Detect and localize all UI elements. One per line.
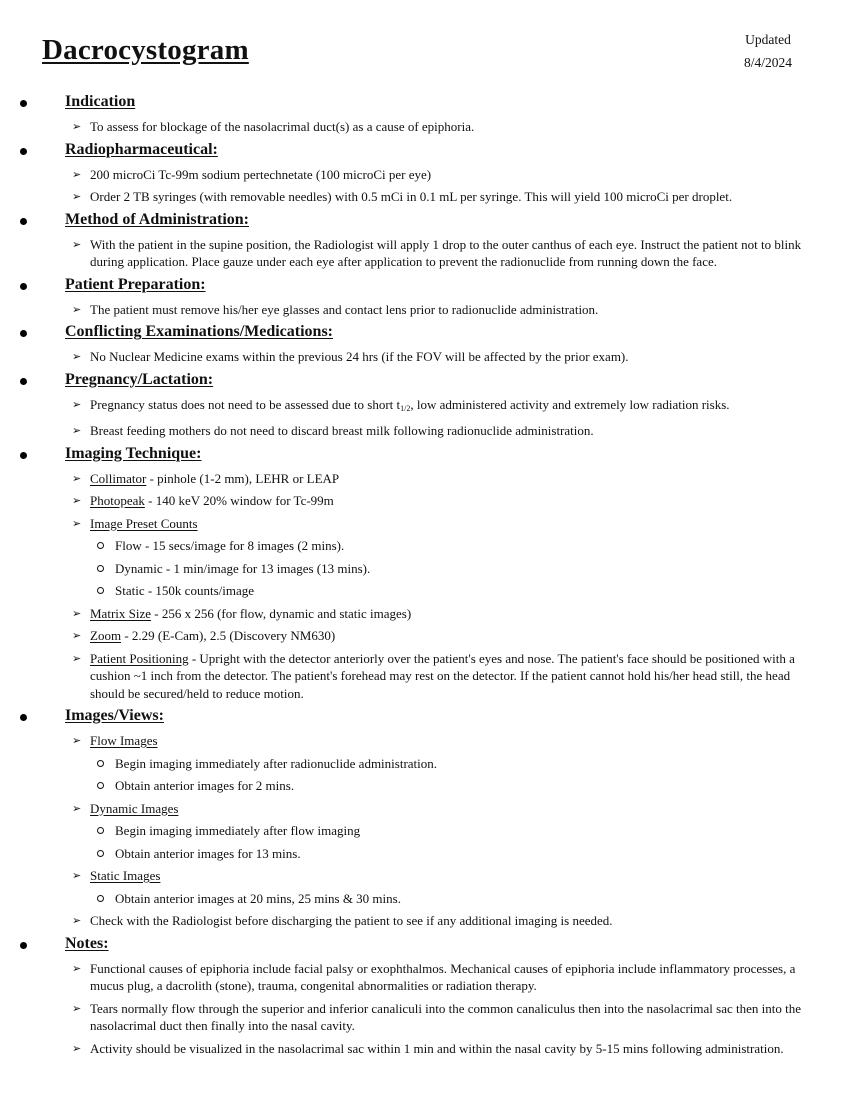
section-title: Indication	[65, 93, 136, 110]
section-title: Conflicting Examinations/Medications:	[65, 323, 334, 340]
section-patient-preparation	[0, 276, 857, 319]
section-imaging-technique	[0, 445, 857, 703]
updated-date: 8/4/2024	[743, 54, 792, 70]
section-notes	[0, 935, 857, 1058]
bullet-icon	[20, 283, 27, 290]
arrow-bullet-icon: ➢	[72, 167, 82, 181]
updated-stamp	[720, 29, 816, 74]
arrow-bullet-icon: ➢	[72, 424, 82, 437]
section-title: Method of Administration:	[65, 210, 249, 228]
updated-label: Updated	[745, 32, 791, 47]
arrow-bullet-icon: ➢	[72, 397, 82, 411]
list-item: ➢ 200 microCi Tc-99m sodium pertechnetate (100 microCi per eye)	[72, 166, 432, 182]
arrow-bullet-icon: ➢	[72, 190, 82, 203]
bullet-icon	[20, 378, 27, 385]
arrow-bullet-icon: ➢	[72, 471, 82, 485]
section-title: Radiopharmaceutical:	[65, 140, 218, 158]
list-item: ➢ Flow Images	[72, 733, 158, 748]
arrow-bullet-icon: ➢	[72, 651, 82, 665]
circle-bullet-icon	[97, 565, 104, 572]
arrow-bullet-icon: ➢	[72, 961, 82, 975]
circle-bullet-icon	[97, 782, 104, 789]
bullet-icon	[20, 148, 27, 155]
list-item: ➢ No Nuclear Medicine exams within the previous 24 hrs (if the FOV will be affected by the prior exam).	[72, 349, 629, 364]
arrow-bullet-icon: ➢	[72, 734, 82, 747]
list-item: ➢ Zoom - 2.29 (E-Cam), 2.5 (Discovery NM630)	[72, 628, 336, 643]
section-title: Pregnancy/Lactation:	[65, 370, 214, 388]
bullet-icon	[20, 714, 27, 721]
list-item: ➢ Image Preset Counts	[72, 515, 198, 531]
sub-list-item: Begin imaging immediately after flow imaging	[0, 822, 857, 840]
list-item: ➢ To assess for blockage of the nasolacrimal duct(s) as a cause of epiphoria.	[72, 119, 475, 134]
section-pregnancy-lactation	[0, 371, 857, 440]
sub-list-item: Obtain anterior images at 20 mins, 25 mins & 30 mins.	[0, 890, 857, 908]
bullet-icon	[20, 100, 27, 107]
arrow-bullet-icon: ➢	[72, 606, 82, 620]
list-item: ➢ Matrix Size - 256 x 256 (for flow, dynamic and static images)	[72, 605, 412, 621]
sub-list-item: Dynamic - 1 min/image for 13 images (13 mins).	[0, 560, 857, 578]
list-item: ➢ Patient Positioning - Upright with the detector anteriorly over the patient's eyes and nose. The patient's face should be positioned with a cushion ~1 inch from the detector. The patient's forehead may rest on the detector. If the patient cannot hold his/her head still, the head should be secured/held to reduce motion.	[72, 650, 795, 701]
list-item: ➢ Dynamic Images	[72, 800, 179, 816]
section-title: Patient Preparation:	[65, 275, 206, 293]
bullet-icon	[20, 942, 27, 949]
arrow-bullet-icon: ➢	[72, 1001, 82, 1015]
list-item: ➢ Tears normally flow through the superior and inferior canaliculi into the common canaliculus then into the nasolacrimal sac then into the nasolacrimal duct then finally into the nasal cavity.	[72, 1000, 801, 1033]
arrow-bullet-icon: ➢	[72, 302, 82, 316]
bullet-icon	[20, 218, 27, 225]
list-item: ➢ Order 2 TB syringes (with removable needles) with 0.5 mCi in 0.1 mL per syringe. This will yield 100 microCi per droplet.	[72, 189, 733, 204]
list-item: ➢ Activity should be visualized in the nasolacrimal sac within 1 min and within the nasal cavity by 5-15 mins following administration.	[72, 1040, 784, 1056]
circle-bullet-icon	[97, 895, 104, 902]
circle-bullet-icon	[97, 542, 104, 549]
circle-bullet-icon	[97, 760, 104, 767]
sub-list-item: Begin imaging immediately after radionuclide administration.	[0, 755, 857, 773]
list-item: ➢ Check with the Radiologist before discharging the patient to see if any additional imaging is needed.	[72, 913, 613, 928]
arrow-bullet-icon: ➢	[72, 1041, 82, 1055]
arrow-bullet-icon: ➢	[72, 801, 82, 815]
sub-list-item: Static - 150k counts/image	[0, 582, 857, 600]
section-method-of-administration	[0, 211, 857, 271]
list-item: ➢ Pregnancy status does not need to be assessed due to short $t_{1/2}$, low administered activity and extremely low radiation risks.	[72, 396, 730, 413]
document-title: Dacrocystogram	[42, 34, 249, 66]
arrow-bullet-icon: ➢	[72, 494, 82, 507]
arrow-bullet-icon: ➢	[72, 914, 82, 927]
list-item: ➢ Functional causes of epiphoria include facial palsy or exophthalmos. Mechanical causes of epiphoria include inflammatory processes, a mucus plug, a dacrolith (stone), trauma, congenital abnormalities or radiation therapy.	[72, 960, 796, 993]
document-body	[0, 92, 857, 1062]
bullet-icon	[20, 330, 27, 337]
section-indication	[0, 93, 857, 136]
arrow-bullet-icon: ➢	[72, 516, 82, 530]
list-item: ➢ The patient must remove his/her eye glasses and contact lens prior to radionuclide administration.	[72, 301, 599, 317]
arrow-bullet-icon: ➢	[72, 237, 82, 251]
arrow-bullet-icon: ➢	[72, 629, 82, 642]
section-title: Imaging Technique:	[65, 444, 202, 462]
list-item: ➢ Breast feeding mothers do not need to discard breast milk following radionuclide administration.	[72, 423, 594, 438]
section-title: Images/Views:	[65, 707, 164, 724]
section-conflicting-exams	[0, 323, 857, 366]
section-radiopharmaceutical	[0, 141, 857, 206]
sub-list-item: Obtain anterior images for 2 mins.	[0, 777, 857, 795]
bullet-icon	[20, 452, 27, 459]
circle-bullet-icon	[97, 587, 104, 594]
circle-bullet-icon	[97, 827, 104, 834]
circle-bullet-icon	[97, 850, 104, 857]
list-item: ➢ Collimator - pinhole (1-2 mm), LEHR or LEAP	[72, 470, 340, 486]
list-item: ➢ With the patient in the supine position, the Radiologist will apply 1 drop to the outer canthus of each eye. Instruct the patient not to blink during application. Place gauze under each eye after application to prevent the radionuclide from running down the face.	[72, 236, 802, 269]
arrow-bullet-icon: ➢	[72, 120, 82, 133]
section-title: Notes:	[65, 934, 109, 952]
section-images-views	[0, 707, 857, 930]
arrow-bullet-icon: ➢	[72, 350, 82, 363]
list-item: ➢ Static Images	[72, 868, 161, 883]
list-item: ➢ Photopeak - 140 keV 20% window for Tc-99m	[72, 493, 334, 508]
arrow-bullet-icon: ➢	[72, 869, 82, 882]
sub-list-item: Obtain anterior images for 13 mins.	[0, 845, 857, 863]
sub-list-item: Flow - 15 secs/image for 8 images (2 mins).	[0, 537, 857, 555]
